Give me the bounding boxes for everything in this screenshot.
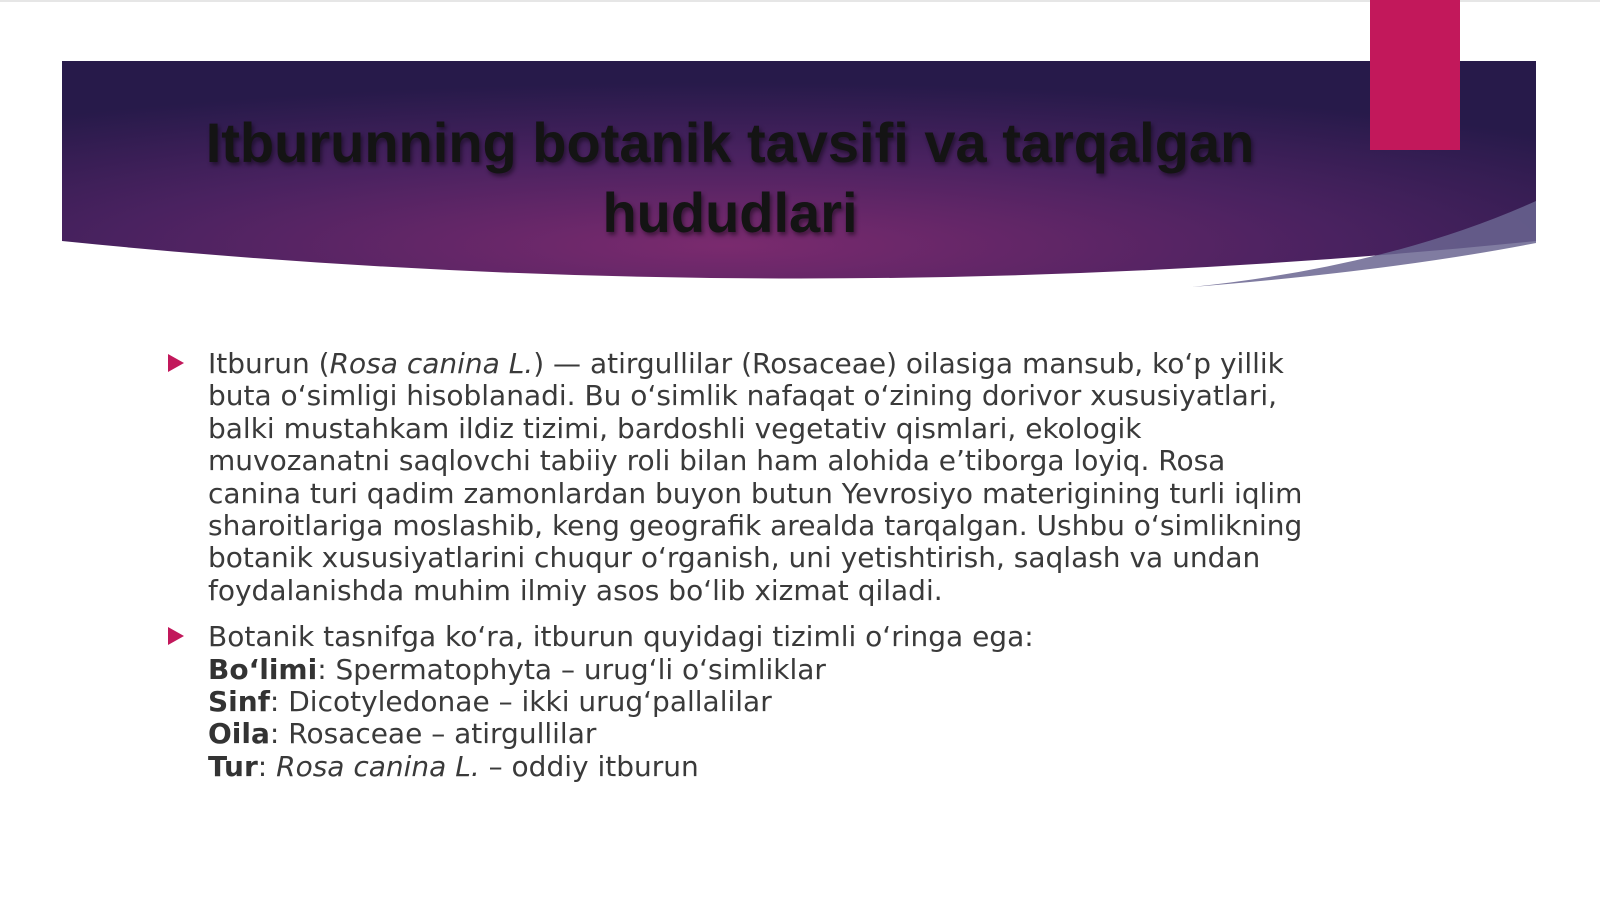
row-text: : Spermatophyta – urug‘li o‘simliklar (317, 652, 826, 686)
bullet-item-description (160, 348, 1310, 607)
slide-title (140, 108, 1320, 248)
row-label: Bo‘limi (208, 652, 318, 686)
species-name-italic: Rosa canina L. (276, 749, 480, 783)
title-line-2: hududlari (602, 181, 858, 244)
classification-intro: Botanik tasnifga ko‘ra, itburun quyidagi tizimli o‘ringa ega: (208, 620, 1034, 654)
species-name-italic: Rosa canina L. (329, 347, 534, 380)
slide-content (160, 348, 1310, 783)
row-text-rest: – oddiy itburun (479, 749, 699, 783)
para-text-start: Itburun ( (208, 347, 330, 380)
slide-top-border (0, 0, 1600, 2)
row-label: Tur (208, 749, 258, 783)
triangle-bullet-icon (168, 627, 184, 645)
row-label: Sinf (208, 685, 270, 719)
classification-row-class (208, 686, 1310, 718)
accent-bar (1370, 0, 1460, 150)
row-label: Oila (208, 717, 270, 751)
row-text: : Rosaceae – atirgullilar (269, 717, 597, 751)
bullet-item-classification (160, 621, 1310, 783)
row-text: : Dicotyledonae – ikki urug‘pallalilar (269, 685, 772, 719)
description-paragraph (208, 348, 1310, 607)
row-text: : (257, 749, 277, 783)
classification-row-family (208, 718, 1310, 750)
title-line-1: Itburunning botanik tavsifi va tarqalgan (205, 111, 1255, 174)
classification-row-species (208, 751, 1310, 783)
classification-row-division (208, 654, 1310, 686)
triangle-bullet-icon (168, 354, 184, 372)
para-text-rest: ) — atirgullilar (Rosaceae) oilasiga mansub, ko‘p yillik buta o‘simligi hisoblanadi. Bu o‘simlik nafaqat o‘zining dorivor xususiyatlari, balki mustahkam ildiz tizimi, bardoshli vegetativ qismlari, ekologik muvozanatni saqlovchi tabiiy roli bilan ham alohida e’tiborga loyiq. Rosa canina turi qadim zamonlardan buyon butun Yevrosiyo materigining turli iqlim sharoitlariga moslashib, keng geografik arealda tarqalgan. Ushbu o‘simlikning botanik xususiyatlarini chuqur o‘rganish, uni yetishtirish, saqlash va undan foydalanishda muhim ilmiy asos bo‘lib xizmat qiladi. (208, 347, 1303, 607)
